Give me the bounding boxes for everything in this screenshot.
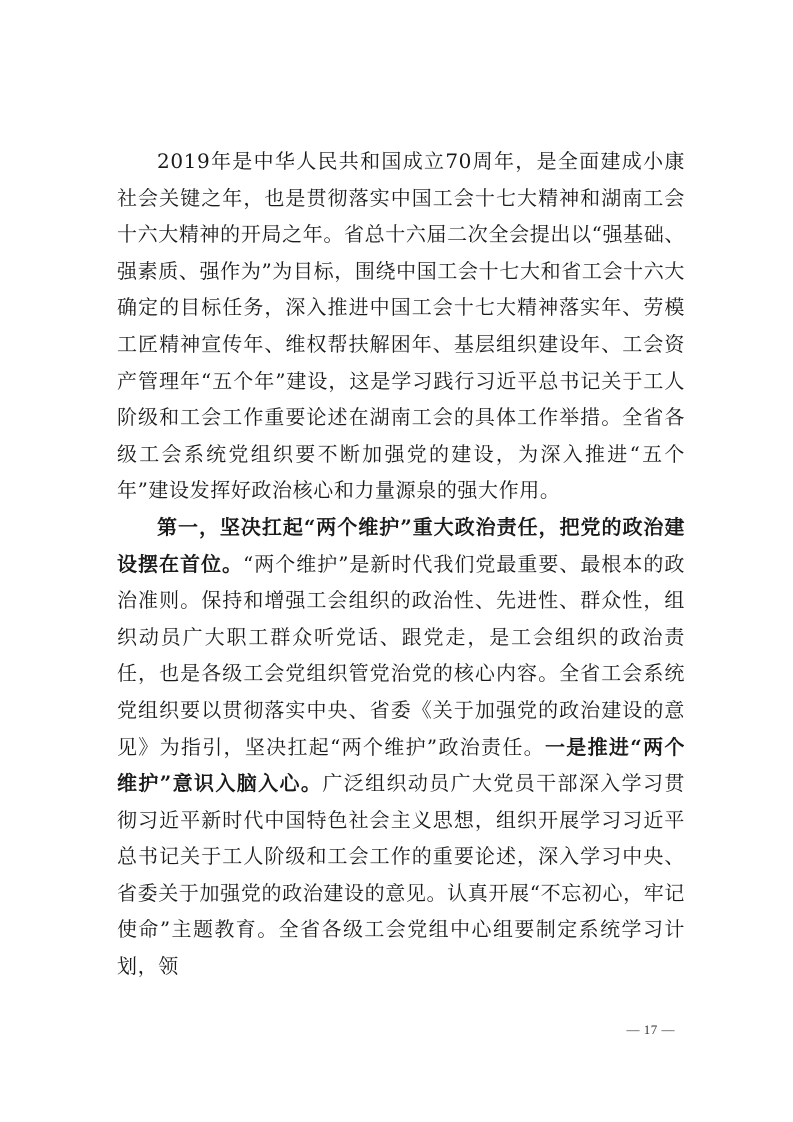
intro-text: 2019年是中华人民共和国成立70周年，是全面建成小康社会关键之年，也是贯彻落实中国工会十七大精神和湖南工会十六大精神的开局之年。省总十六届二次全会提出以“强基础、强素质、强作为”为目标，围绕中国工会十七大和省工会十六大确定的目标任务，深入推进中国工会十七大精神落实年、劳模工匠精神宣传年、维权帮扶解困年、基层组织建设年、工会资产管理年“五个年”建设，这是学习践行习近平总书记关于工人阶级和工会工作重要论述在湖南工会的具体工作举措。全省各级工会系统党组织要不断加强党的建设，为深入推进“五个年”建设发挥好政治核心和力量源泉的强大作用。 <box>117 149 685 503</box>
paragraph-intro <box>117 143 685 509</box>
paragraph-first-point <box>117 509 685 985</box>
subheading-item-one: 一是推进“两个维护”意识入脑入心。 <box>117 734 685 796</box>
heading-first-point: 第一，坚决扛起“两个维护”重大政治责任，把党的政治建设摆在首位。 <box>117 514 685 576</box>
body-text <box>117 143 685 985</box>
first-point-body: “两个维护”是新时代我们党最重要、最根本的政治准则。保持和增强工会组织的政治性、先进性、群众性，组织动员广大职工群众听党话、跟党走，是工会组织的政治责任，也是各级工会党组织管党治党的核心内容。全省工会系统党组织要以贯彻落实中央、省委《关于加强党的政治建设的意见》为指引，坚决扛起“两个维护”政治责任。 <box>117 551 685 759</box>
item-one-body: 广泛组织动员广大党员干部深入学习贯彻习近平新时代中国特色社会主义思想，组织开展学习习近平总书记关于工人阶级和工会工作的重要论述，深入学习中央、省委关于加强党的政治建设的意见。认真开展“不忘初心，牢记使命”主题教育。全省各级工会党组中心组要制定系统学习计划，领 <box>117 771 685 979</box>
page-number: — 17 — <box>626 1022 675 1037</box>
